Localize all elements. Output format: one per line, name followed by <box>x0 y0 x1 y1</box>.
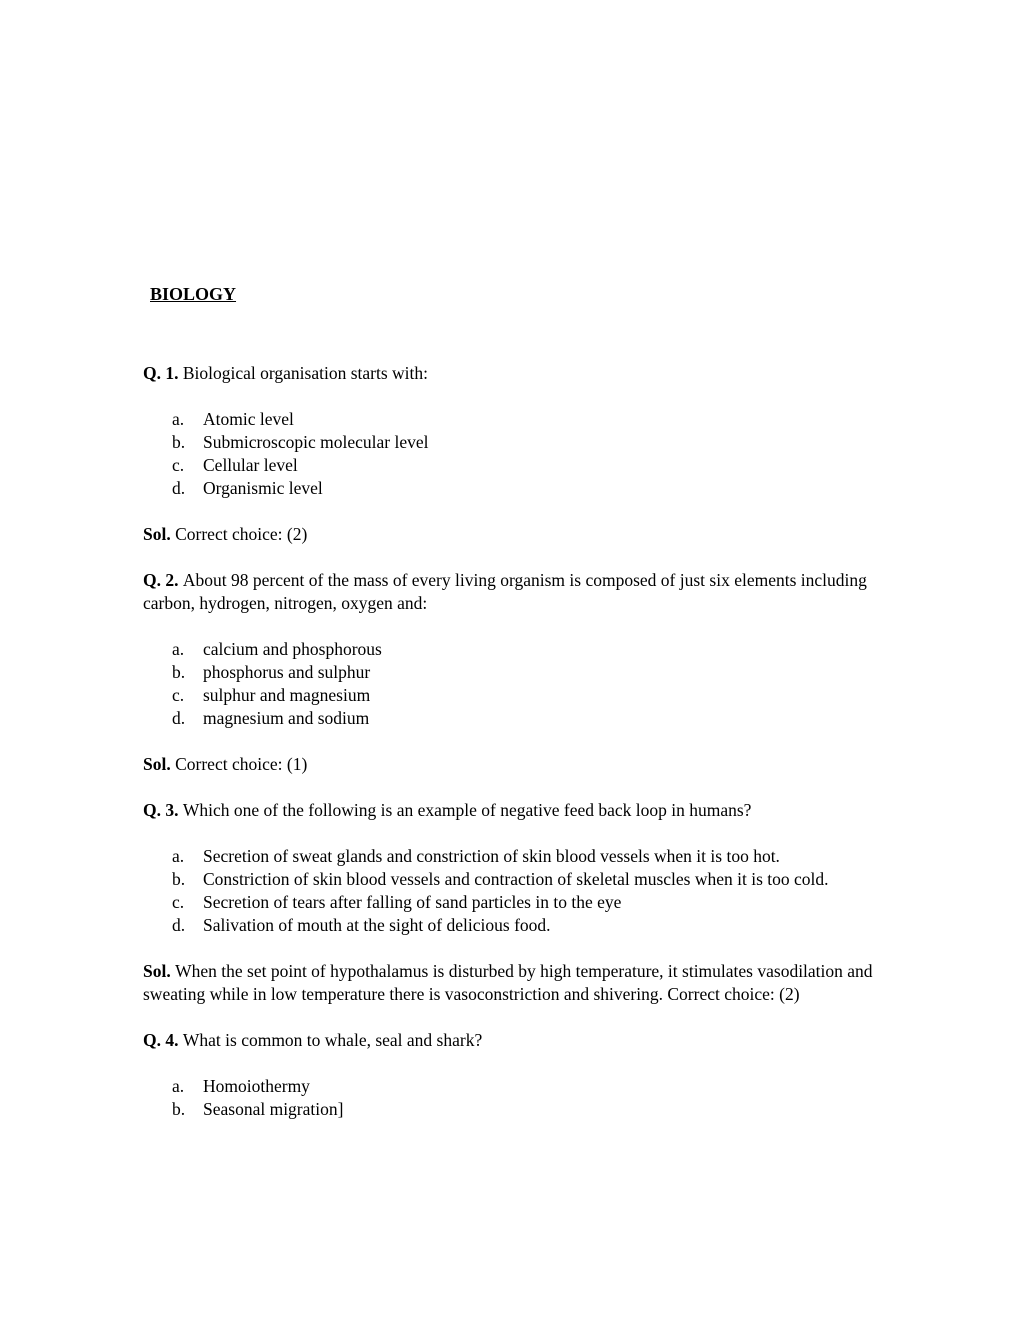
question-label: Q. 3. <box>143 800 183 820</box>
option-letter: a. <box>172 639 185 659</box>
option-item <box>172 891 880 914</box>
option-letter: b. <box>172 662 186 682</box>
option-text: phosphorus and sulphur <box>203 662 371 682</box>
solution-label: Sol. <box>143 961 176 981</box>
options-list <box>172 845 880 937</box>
solution-label: Sol. <box>143 524 176 544</box>
question-label: Q. 1. <box>143 363 183 383</box>
option-letter: b. <box>172 432 186 452</box>
solution-text <box>143 960 880 1006</box>
option-letter: d. <box>172 708 186 728</box>
question-text <box>143 569 880 615</box>
question-block <box>143 569 880 776</box>
question-label: Q. 2. <box>143 570 183 590</box>
option-text: Cellular level <box>203 455 298 475</box>
option-letter: c. <box>172 892 185 912</box>
question-block <box>143 799 880 1006</box>
option-item <box>172 707 880 730</box>
questions-container <box>143 362 880 1121</box>
question-block <box>143 1029 880 1121</box>
option-letter: b. <box>172 1099 186 1119</box>
option-item <box>172 431 880 454</box>
option-text: Salivation of mouth at the sight of delicious food. <box>203 915 551 935</box>
option-item <box>172 477 880 500</box>
solution-text <box>143 753 880 776</box>
question-body: About 98 percent of the mass of every living organism is composed of just six elements including carbon, hydrogen, nitrogen, oxygen and: <box>143 570 867 613</box>
option-item <box>172 845 880 868</box>
option-item <box>172 661 880 684</box>
option-letter: d. <box>172 478 186 498</box>
option-text: Seasonal migration] <box>203 1099 344 1119</box>
option-item <box>172 408 880 431</box>
option-text: sulphur and magnesium <box>203 685 371 705</box>
option-text: Organismic level <box>203 478 323 498</box>
option-text: Secretion of tears after falling of sand particles in to the eye <box>203 892 622 912</box>
option-item <box>172 684 880 707</box>
option-text: Submicroscopic molecular level <box>203 432 429 452</box>
solution-body: Correct choice: (2) <box>175 524 308 544</box>
option-letter: c. <box>172 685 185 705</box>
question-text <box>143 799 880 822</box>
option-letter: d. <box>172 915 186 935</box>
solution-label: Sol. <box>143 754 176 774</box>
option-text: Homoiothermy <box>203 1076 310 1096</box>
question-text <box>143 362 880 385</box>
question-block <box>143 362 880 546</box>
question-label: Q. 4. <box>143 1030 183 1050</box>
question-body: Biological organisation starts with: <box>182 363 429 383</box>
option-item <box>172 1098 880 1121</box>
options-list <box>172 638 880 730</box>
option-text: magnesium and sodium <box>203 708 370 728</box>
solution-body: When the set point of hypothalamus is disturbed by high temperature, it stimulates vasodilation and sweating while in low temperature there is vasoconstriction and shivering. Correct choice: (2) <box>143 961 873 1004</box>
option-text: calcium and phosphorous <box>203 639 382 659</box>
question-text <box>143 1029 880 1052</box>
solution-body: Correct choice: (1) <box>175 754 308 774</box>
option-item <box>172 1075 880 1098</box>
option-text: Secretion of sweat glands and constriction of skin blood vessels when it is too hot. <box>203 846 780 866</box>
question-body: Which one of the following is an example of negative feed back loop in humans? <box>182 800 752 820</box>
option-text: Atomic level <box>203 409 294 429</box>
option-letter: c. <box>172 455 185 475</box>
question-body: What is common to whale, seal and shark? <box>182 1030 483 1050</box>
options-list <box>172 1075 880 1121</box>
option-item <box>172 868 880 891</box>
page-title: BIOLOGY <box>150 284 237 304</box>
option-item <box>172 914 880 937</box>
option-text: Constriction of skin blood vessels and contraction of skeletal muscles when it is too cold. <box>203 869 829 889</box>
option-letter: b. <box>172 869 186 889</box>
option-item <box>172 454 880 477</box>
options-list <box>172 408 880 500</box>
option-letter: a. <box>172 846 185 866</box>
option-letter: a. <box>172 1076 185 1096</box>
option-letter: a. <box>172 409 185 429</box>
option-item <box>172 638 880 661</box>
solution-text <box>143 523 880 546</box>
